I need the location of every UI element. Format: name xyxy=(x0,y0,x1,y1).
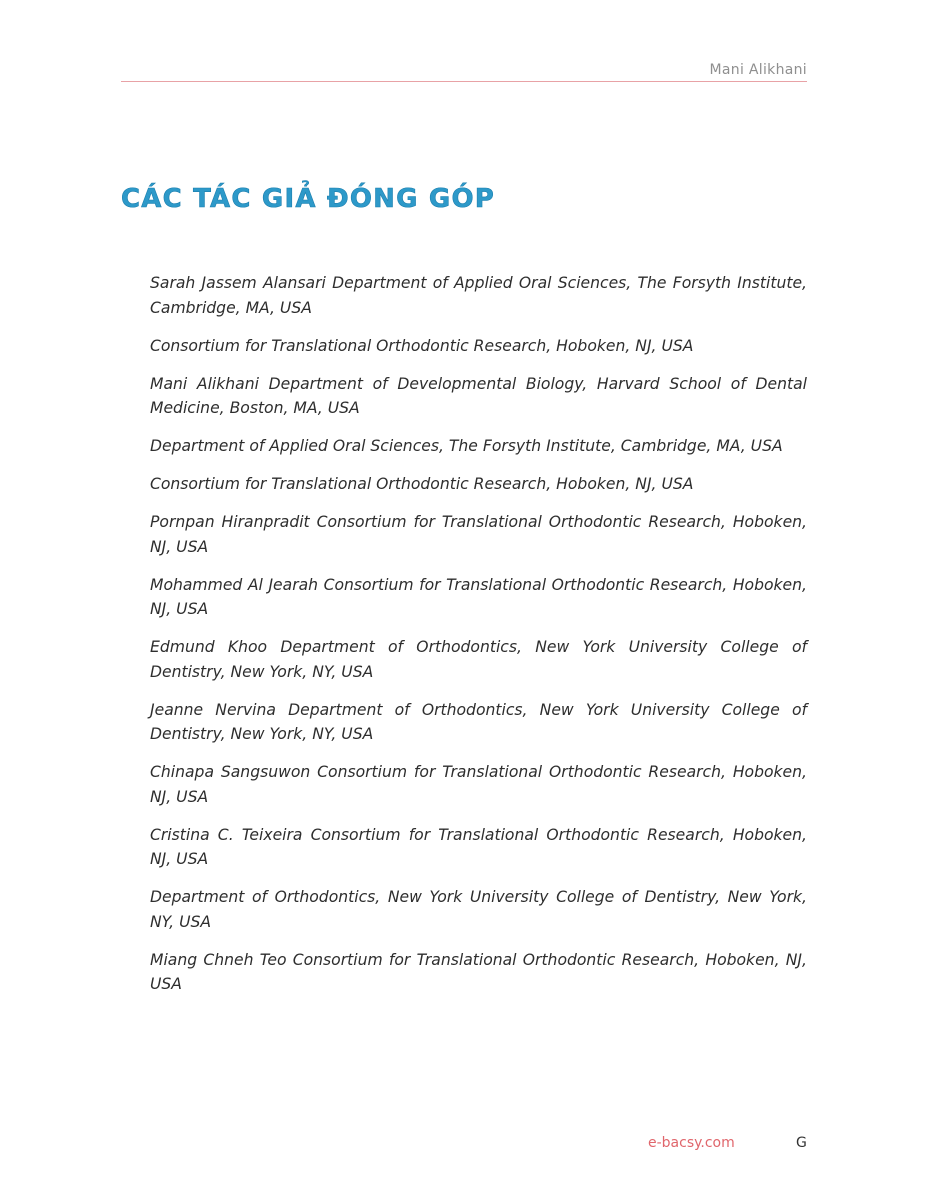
contributor-entry: Sarah Jassem Alansari Department of Applied Oral Sciences, The Forsyth Institute, Cambridge, MA, USA xyxy=(150,274,807,317)
contributor-entry: Department of Applied Oral Sciences, The Forsyth Institute, Cambridge, MA, USA xyxy=(150,437,783,455)
contributor-entry: Consortium for Translational Orthodontic Research, Hoboken, NJ, USA xyxy=(150,475,694,493)
contributor-entry: Jeanne Nervina Department of Orthodontics, New York University College of Dentistry, New York, NY, USA xyxy=(150,700,807,743)
footer-site-link[interactable]: e-bacsy.com xyxy=(648,1135,735,1151)
section-title: CÁC TÁC GIẢ ĐÓNG GÓP xyxy=(121,184,496,214)
contributor-entry: Cristina C. Teixeira Consortium for Translational Orthodontic Research, Hoboken, NJ, USA xyxy=(150,825,807,868)
running-header xyxy=(121,60,807,82)
contributor-entry: Pornpan Hiranpradit Consortium for Translational Orthodontic Research, Hoboken, NJ, USA xyxy=(150,513,807,556)
contributor-entry: Mohammed Al Jearah Consortium for Translational Orthodontic Research, Hoboken, NJ, USA xyxy=(150,575,807,618)
contributor-entry: Chinapa Sangsuwon Consortium for Translational Orthodontic Research, Hoboken, NJ, USA xyxy=(150,763,807,806)
contributor-entry: Edmund Khoo Department of Orthodontics, New York University College of Dentistry, New York, NY, USA xyxy=(150,638,807,681)
contributor-entry: Mani Alikhani Department of Developmental Biology, Harvard School of Dental Medicine, Boston, MA, USA xyxy=(150,374,807,417)
page-number: G xyxy=(796,1135,807,1151)
contributor-entry: Miang Chneh Teo Consortium for Translational Orthodontic Research, Hoboken, NJ, USA xyxy=(150,950,807,993)
contributor-entry: Consortium for Translational Orthodontic Research, Hoboken, NJ, USA xyxy=(150,336,694,355)
contributors-list xyxy=(150,271,807,1010)
contributor-entry: Department of Orthodontics, New York University College of Dentistry, New York, NY, USA xyxy=(150,888,807,931)
running-header-author: Mani Alikhani xyxy=(709,62,807,78)
